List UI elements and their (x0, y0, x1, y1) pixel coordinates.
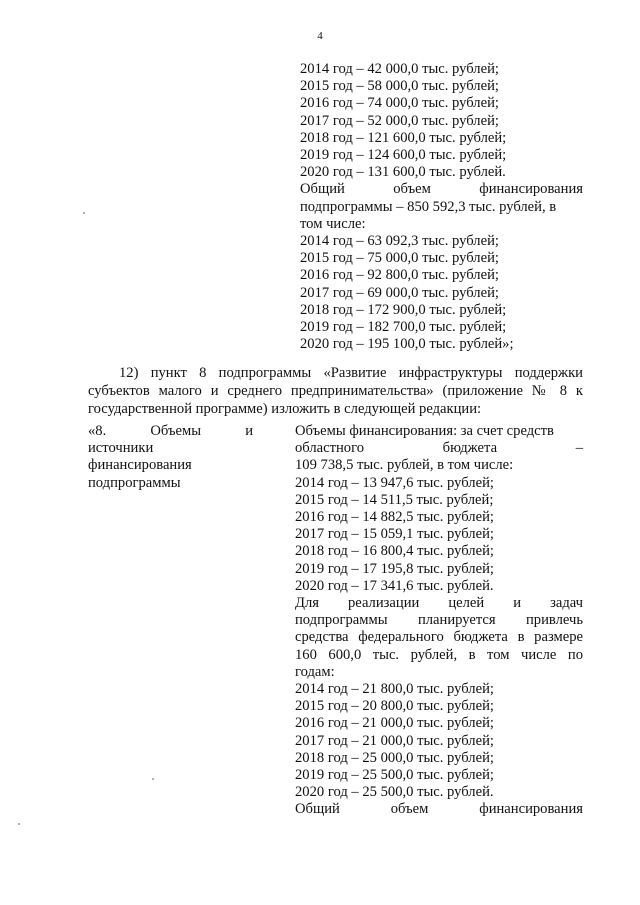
funding-line: 2017 год – 21 000,0 тыс. рублей; (295, 732, 494, 749)
right-cell-line: 109 738,5 тыс. рублей, в том числе: (295, 457, 514, 474)
total-funding-line: Общий объем финансирования (300, 181, 583, 198)
table-right-cell (295, 423, 583, 819)
funding-line: 2019 год – 124 600,0 тыс. рублей; (300, 147, 507, 164)
funding-line: 2015 год – 14 511,5 тыс. рублей; (295, 491, 494, 508)
left-cell-line: финансирования (88, 457, 192, 474)
amendment-paragraph (88, 364, 583, 418)
federal-line: подпрограммы планируется привлечь (295, 612, 583, 629)
funding-line: 2017 год – 52 000,0 тыс. рублей; (300, 112, 499, 129)
funding-line: 2014 год – 13 947,6 тыс. рублей; (295, 474, 494, 491)
funding-line: 2014 год – 42 000,0 тыс. рублей; (300, 61, 499, 77)
funding-line: 2020 год – 17 341,6 тыс. рублей. (295, 577, 494, 594)
funding-line: 2017 год – 15 059,1 тыс. рублей; (295, 526, 494, 543)
total-funding-line: том числе: (300, 215, 366, 232)
scan-speck (18, 823, 20, 825)
table-left-cell (88, 423, 253, 492)
left-cell-line: источники (88, 440, 154, 457)
funding-line: 2018 год – 172 900,0 тыс. рублей; (300, 301, 507, 318)
scan-speck (83, 212, 85, 214)
funding-line: 2016 год – 74 000,0 тыс. рублей; (300, 95, 499, 112)
funding-line: 2018 год – 16 800,4 тыс. рублей; (295, 543, 494, 560)
right-cell-line: Объемы финансирования: за счет средств (295, 423, 554, 439)
funding-line: 2016 год – 92 800,0 тыс. рублей; (300, 267, 499, 284)
funding-line: 2019 год – 25 500,0 тыс. рублей; (295, 767, 494, 784)
funding-line: 2016 год – 14 882,5 тыс. рублей; (295, 509, 494, 526)
funding-line: 2018 год – 25 000,0 тыс. рублей; (295, 749, 494, 766)
funding-line: 2016 год – 21 000,0 тыс. рублей; (295, 715, 494, 732)
federal-line: годам: (295, 663, 335, 680)
left-cell-line: подпрограммы (88, 474, 181, 491)
funding-line: 2020 год – 25 500,0 тыс. рублей. (295, 784, 494, 801)
right-cell-line: областного бюджета – (295, 440, 583, 457)
funding-line: 2020 год – 195 100,0 тыс. рублей»; (300, 336, 514, 353)
page-number: 4 (317, 30, 323, 42)
funding-line: 2015 год – 75 000,0 тыс. рублей; (300, 250, 499, 267)
federal-line: 160 600,0 тыс. рублей, в том числе по (295, 646, 583, 663)
scan-speck (152, 778, 154, 780)
federal-line: Для реализации целей и задач (295, 595, 583, 612)
left-cell-line: «8. Объемы и (88, 423, 253, 439)
funding-line: 2017 год – 69 000,0 тыс. рублей; (300, 284, 499, 301)
funding-block-continued (300, 61, 583, 353)
total-funding-line: Общий объем финансирования (295, 801, 583, 818)
funding-line: 2014 год – 63 092,3 тыс. рублей; (300, 233, 499, 250)
funding-line: 2018 год – 121 600,0 тыс. рублей; (300, 129, 507, 146)
funding-line: 2020 год – 131 600,0 тыс. рублей. (300, 164, 506, 181)
federal-line: средства федерального бюджета в размере (295, 629, 583, 646)
funding-line: 2014 год – 21 800,0 тыс. рублей; (295, 681, 494, 698)
total-funding-line: подпрограммы – 850 592,3 тыс. рублей, в (300, 198, 557, 215)
funding-line: 2019 год – 182 700,0 тыс. рублей; (300, 319, 507, 336)
funding-line: 2015 год – 20 800,0 тыс. рублей; (295, 698, 494, 715)
funding-line: 2015 год – 58 000,0 тыс. рублей; (300, 78, 499, 95)
paragraph-text: 12) пункт 8 подпрограммы «Развитие инфраструктуры поддержки субъектов малого и среднего предпринимательства» (приложение № 8 к государственной программе) изложить в следующей редакции: (88, 365, 583, 417)
funding-line: 2019 год – 17 195,8 тыс. рублей; (295, 560, 494, 577)
